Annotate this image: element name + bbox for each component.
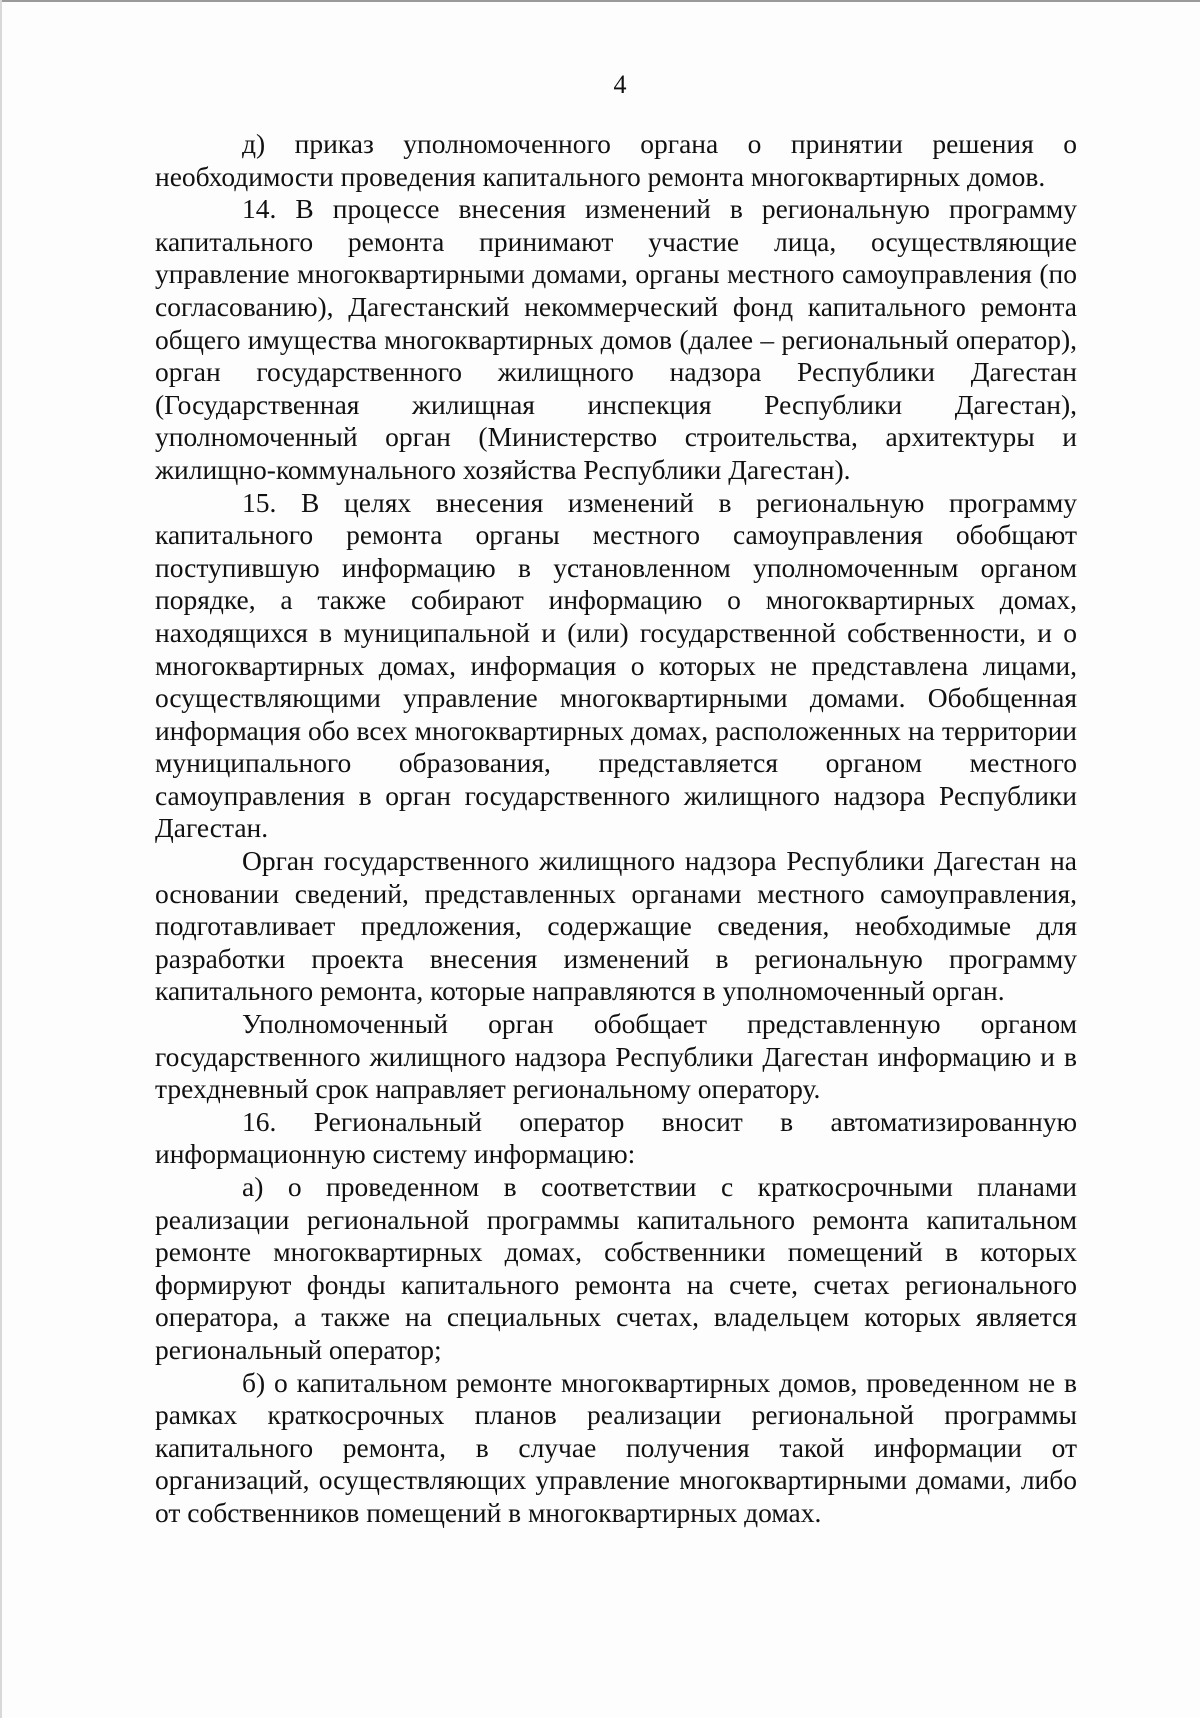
paragraph-clause-14: 14. В процессе внесения изменений в региональную программу капитального ремонта принимают участие лица, осуществляющие управление многоквартирными домами, органы местного самоуправления (по согласованию), Дагестанский некоммерческий фонд капитального ремонта общего имущества многоквартирных домов (далее – региональный оператор), орган государственного жилищного надзора Республики Дагестан (Государственная жилищная инспекция Республики Дагестан), уполномоченный орган (Министерство строительства, архитектуры и жилищно-коммунального хозяйства Республики Дагестан). [155, 193, 1077, 485]
paragraph-clause-16: 16. Региональный оператор вносит в автоматизированную информационную систему информацию: [155, 1105, 1077, 1170]
paragraph-housing-supervision: Орган государственного жилищного надзора Республики Дагестан на основании сведений, представленных органами местного самоуправления, подготавливает предложения, содержащие сведения, необходимые для разработки проекта внесения изменений в региональную программу капитального ремонта, которые направляются в уполномоченный орган. [155, 845, 1077, 1007]
page-number: 4 [613, 70, 627, 99]
paragraph-item-d: д) приказ уполномоченного органа о принятии решения о необходимости проведения капитального ремонта многоквартирных домов. [155, 128, 1077, 192]
scan-edge-left [0, 0, 2, 1718]
scan-edge-top [0, 0, 1200, 2]
paragraph-item-b: б) о капитальном ремонте многоквартирных домов, проведенном не в рамках краткосрочных планов реализации региональной программы капитального ремонта, в случае получения такой информации от организаций, осуществляющих управление многоквартирными домами, либо от собственников помещений в многоквартирных домах. [155, 1366, 1077, 1528]
paragraph-authorized-body: Уполномоченный орган обобщает представленную органом государственного жилищного надзора Республики Дагестан информацию и в трехдневный срок направляет региональному оператору. [155, 1008, 1077, 1105]
paragraph-item-a: а) о проведенном в соответствии с краткосрочными планами реализации региональной программы капитального ремонта капитальном ремонте многоквартирных домах, собственники помещений в которых формируют фонды капитального ремонта на счете, счетах регионального оператора, а также на специальных счетах, владельцем которых является региональный оператор; [155, 1171, 1077, 1365]
paragraph-clause-15: 15. В целях внесения изменений в региональную программу капитального ремонта органы местного самоуправления обобщают поступившую информацию в установленном уполномоченным органом порядке, а также собирают информацию о многоквартирных домах, находящихся в муниципальной и (или) государственной собственности, и о многоквартирных домах, информация о которых не представлена лицами, осуществляющими управление многоквартирными домами. Обобщенная информация обо всех многоквартирных домах, расположенных на территории муниципального образования, представляется органом местного самоуправления в орган государственного жилищного надзора Республики Дагестан. [155, 486, 1077, 844]
document-body [155, 128, 1077, 1530]
